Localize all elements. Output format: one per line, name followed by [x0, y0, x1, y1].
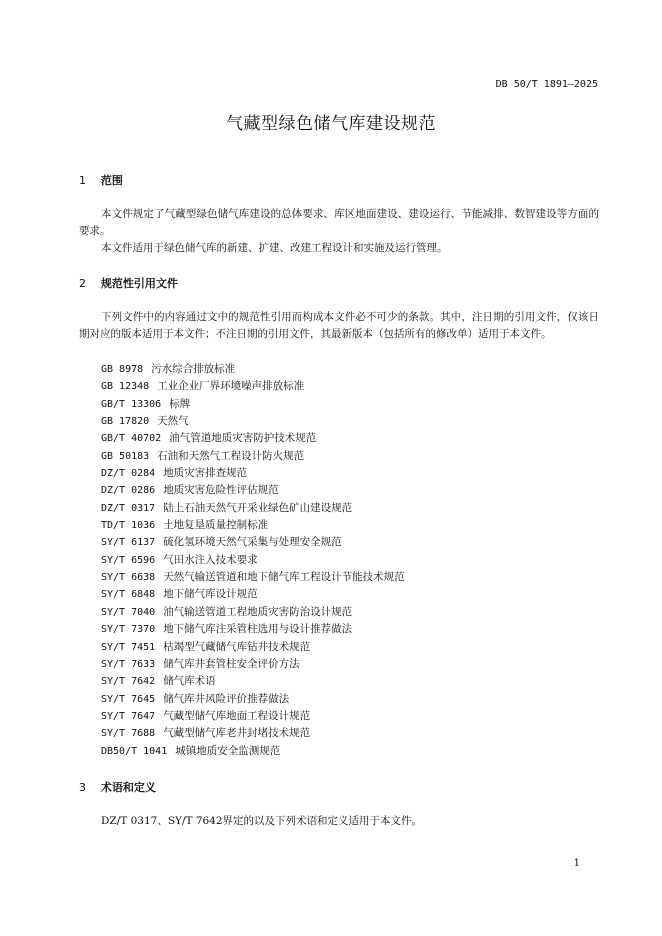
reference-item: [101, 552, 405, 569]
reference-code: SY/T 6596: [101, 554, 156, 566]
reference-item: [101, 691, 405, 708]
reference-code: GB 50183: [101, 450, 150, 462]
reference-title: 油气输送管道工程地质灾害防治设计规范: [163, 605, 353, 618]
reference-title: 地质灾害排查规范: [163, 467, 248, 480]
reference-title: 枯竭型气藏储气库钻井技术规范: [163, 640, 311, 653]
reference-title: 天然气输送管道和地下储气库工程设计节能技术规范: [163, 571, 405, 584]
reference-code: GB/T 13306: [101, 398, 162, 410]
reference-title: 石油和天然气工程设计防火规范: [157, 449, 305, 462]
reference-code: SY/T 7040: [101, 606, 156, 618]
reference-title: 油气管道地质灾害防护技术规范: [169, 432, 317, 445]
reference-item: [101, 396, 405, 413]
reference-item: [101, 378, 405, 395]
reference-item: [101, 621, 405, 638]
reference-code: GB/T 40702: [101, 433, 162, 445]
reference-title: 地质灾害危险性评估规范: [163, 484, 279, 497]
reference-item: [101, 569, 405, 586]
reference-item: [101, 534, 405, 551]
section-heading-1: [79, 172, 123, 188]
reference-item: [101, 604, 405, 621]
reference-title: 地下储气库注采管柱选用与设计推荐做法: [163, 623, 353, 636]
standard-number: DB 50/T 1891—2025: [495, 79, 598, 90]
reference-code: SY/T 7451: [101, 641, 156, 653]
reference-item: [101, 482, 405, 499]
reference-code: SY/T 6848: [101, 589, 156, 601]
section-title: 规范性引用文件: [100, 277, 178, 290]
reference-title: 污水综合排放标准: [151, 363, 236, 375]
reference-code: SY/T 7645: [101, 693, 156, 705]
reference-title: 标牌: [169, 397, 191, 410]
reference-title: 城镇地质安全监测规范: [175, 744, 281, 757]
section-title: 范围: [100, 174, 123, 187]
reference-title: 气藏型储气库老井封堵技术规范: [163, 727, 311, 740]
reference-item: [101, 465, 405, 482]
reference-title: 储气库井风险评价推荐做法: [163, 692, 290, 705]
reference-title: 地下储气库设计规范: [163, 588, 258, 601]
reference-title: 气田水注入技术要求: [163, 553, 258, 566]
reference-item: [101, 673, 405, 690]
normative-references-list: [101, 361, 405, 760]
reference-title: 储气库井套管柱安全评价方法: [163, 657, 300, 670]
section-number: 2: [79, 277, 86, 290]
reference-item: [101, 743, 405, 760]
section-number: 3: [79, 781, 86, 794]
reference-item: [101, 448, 405, 465]
paragraph: DZ/T 0317、SY/T 7642界定的以及下列术语和定义适用于本文件。: [101, 815, 423, 827]
reference-item: [101, 413, 405, 430]
reference-code: SY/T 7370: [101, 624, 156, 636]
reference-title: 硫化氢环境天然气采集与处理安全规范: [163, 536, 342, 549]
reference-item: [101, 656, 405, 673]
section-heading-2: [79, 275, 178, 291]
reference-item: [101, 500, 405, 517]
section-heading-3: [79, 779, 156, 795]
reference-item: [101, 725, 405, 742]
reference-item: [101, 517, 405, 534]
reference-code: SY/T 7647: [101, 710, 156, 722]
section-number: 1: [79, 174, 86, 187]
reference-code: GB 8978: [101, 364, 144, 375]
reference-item: [101, 708, 405, 725]
paragraph: 下列文件中的内容通过文中的规范性引用而构成本文件必不可少的条款。其中，注日期的引用文件，仅该日期对应的版本适用于本文件；不注日期的引用文件，其最新版本（包括所有的修改单）适用于本文件。: [79, 311, 599, 340]
reference-code: SY/T 6137: [101, 537, 156, 549]
reference-title: 土地复垦质量控制标准: [163, 519, 269, 532]
reference-code: GB 12348: [101, 381, 150, 393]
reference-item: [101, 361, 405, 378]
reference-code: SY/T 7633: [101, 658, 156, 670]
reference-title: 工业企业厂界环境噪声排放标准: [157, 380, 305, 393]
paragraph: 本文件规定了气藏型绿色储气库建设的总体要求、库区地面建设、建设运行、节能减排、数智建设等方面的要求。: [79, 208, 599, 237]
page-number: 1: [573, 858, 580, 869]
reference-code: GB 17820: [101, 416, 150, 428]
reference-title: 气藏型储气库地面工程设计规范: [163, 709, 311, 722]
document-title: 气藏型绿色储气库建设规范: [226, 114, 436, 134]
reference-item: [101, 586, 405, 603]
reference-item: [101, 430, 405, 447]
section-title: 术语和定义: [100, 781, 156, 794]
reference-code: DB50/T 1041: [101, 745, 168, 757]
reference-title: 陆上石油天然气开采业绿色矿山建设规范: [163, 501, 353, 514]
reference-item: [101, 639, 405, 656]
reference-code: DZ/T 0284: [101, 468, 156, 480]
reference-code: DZ/T 0286: [101, 485, 156, 497]
paragraph: 本文件适用于绿色储气库的新建、扩建、改建工程设计和实施及运行管理。: [101, 242, 448, 254]
reference-title: 储气库术语: [163, 675, 216, 688]
reference-code: DZ/T 0317: [101, 502, 156, 514]
reference-code: SY/T 7688: [101, 728, 156, 740]
reference-title: 天然气: [157, 415, 189, 428]
reference-code: SY/T 6638: [101, 572, 156, 584]
reference-code: SY/T 7642: [101, 676, 156, 688]
reference-code: TD/T 1036: [101, 520, 156, 532]
